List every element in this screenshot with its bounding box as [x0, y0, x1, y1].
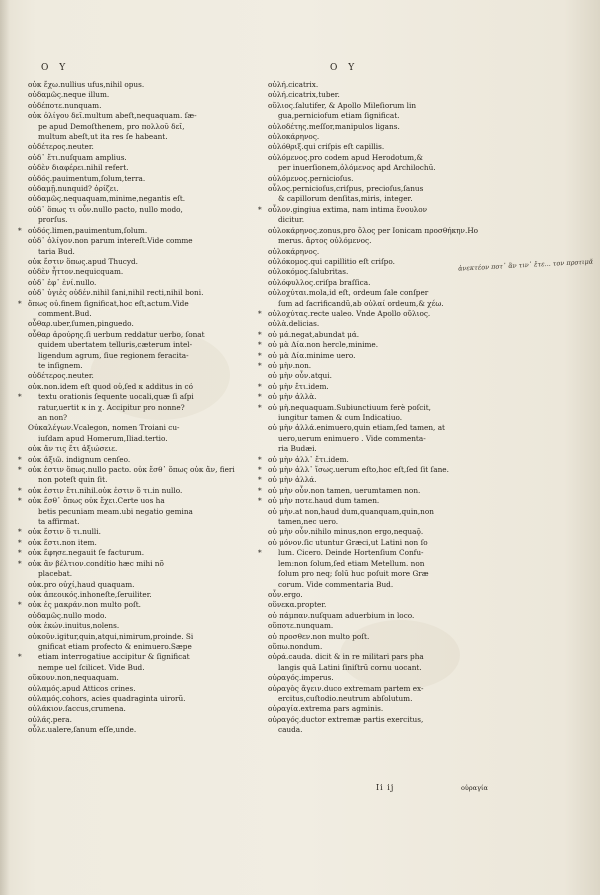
dictionary-entry-line	[268, 715, 480, 725]
asterisk-marker-icon: *	[18, 652, 22, 662]
dictionary-entry-line	[18, 600, 260, 610]
dictionary-entry-line	[268, 590, 480, 600]
entry-text: οὐδ᾽ ἔτι.nuſquam amplius.	[28, 152, 127, 162]
dictionary-entry-line	[28, 142, 260, 152]
dictionary-entry-line	[268, 184, 480, 194]
entry-text: οὕνεκα.propter.	[268, 600, 327, 610]
dictionary-entry-line	[268, 371, 480, 381]
dictionary-entry-line	[268, 507, 480, 517]
entry-text: οὐλόκομος.qui capillitio eſt criſpo.	[268, 256, 395, 266]
asterisk-marker-icon: *	[258, 548, 262, 558]
dictionary-entry-line	[28, 684, 260, 694]
entry-text: οὐδός.pauimentum,ſolum,terra.	[28, 173, 146, 183]
entry-continuation-line	[18, 392, 260, 402]
entry-text: οὐκ ἔχω.nullius ufus,nihil opus.	[28, 80, 145, 89]
entry-text: οὐδ᾽ ὑγιὲς οὐδέν.nihil ſani,nihil recti,nihil boni.	[28, 288, 204, 298]
entry-text: comment.Bud.	[38, 308, 92, 318]
entry-text: οὐ προσθεν.non multo poſt.	[268, 631, 370, 641]
entry-text: οὐ μὴν ἀλλά.	[268, 475, 317, 485]
dictionary-entry-line	[18, 558, 260, 569]
asterisk-marker-icon: *	[18, 558, 22, 568]
entry-continuation-line	[28, 309, 260, 319]
asterisk-marker-icon: *	[258, 392, 262, 402]
entry-text: οὐλοδέτης.meſſor,manipulos ligans.	[268, 121, 400, 131]
asterisk-marker-icon: *	[258, 360, 262, 370]
dictionary-entry-line	[268, 278, 480, 288]
entry-continuation-line	[268, 559, 480, 569]
entry-text: οὐλόφυλλος.criſpa braſſica.	[268, 277, 371, 287]
entry-continuation-line	[268, 163, 480, 173]
dictionary-entry-line	[28, 257, 260, 267]
entry-continuation-line	[268, 236, 480, 246]
dictionary-entry-line	[28, 725, 260, 735]
dictionary-entry-line	[258, 381, 480, 392]
entry-text: οὐκ ἄν τις ἔτι ἀξιώσειε.	[28, 444, 118, 454]
entry-text: οὐ μὰ Δία.minime uero.	[268, 350, 356, 360]
dictionary-entry-line	[28, 590, 260, 600]
gutter-shadow	[0, 0, 10, 895]
entry-text: tamen,nec uero.	[278, 517, 339, 527]
entry-text: οὐδέποτε.nunquam.	[28, 100, 102, 110]
entry-continuation-line	[28, 413, 260, 423]
entry-text: οὐ μὴν ἀλλ᾽ ἴσως.uerum eſto,hoc eſt,ſed ſit ſane.	[268, 465, 449, 475]
asterisk-marker-icon: *	[18, 537, 22, 547]
entry-text: an non?	[38, 413, 68, 422]
entry-text: οὐλαμός.apud Atticos crines.	[28, 683, 136, 693]
entry-text: οὐδέτερος.neuter.	[28, 371, 94, 381]
dictionary-entry-line	[18, 298, 260, 309]
dictionary-entry-line	[28, 621, 260, 631]
dictionary-entry-line	[258, 485, 480, 496]
entry-text: οὖθαρ ἀρούρης.ſi uerbum reddatur uerbo, ſonat	[28, 329, 205, 339]
entry-continuation-line	[268, 517, 480, 527]
entry-text: οὐκ ἔστιν ὅ τι.nulli.	[28, 527, 101, 537]
entry-text: quidem ubertatem telluris,cæterum intel-	[38, 340, 193, 350]
dictionary-entry-line	[18, 527, 260, 537]
entry-continuation-line	[258, 548, 480, 558]
entry-text: οὐκ ἂν βέλτιον.condítio hæc mihi nõ	[28, 558, 164, 568]
dictionary-entry-line	[258, 402, 480, 413]
entry-text: οὐλή.cicatrix.	[268, 80, 319, 89]
dictionary-entry-line	[28, 90, 260, 100]
entry-text: οὐκ ἐς μακράν.non multo poſt.	[28, 600, 141, 610]
dictionary-entry-line	[268, 122, 480, 132]
entry-text: οὐραγός.imperus.	[268, 673, 334, 683]
entry-text: placebat.	[38, 569, 73, 579]
dictionary-entry-line	[28, 278, 260, 288]
dictionary-entry-line	[28, 184, 260, 194]
dictionary-entry-line	[28, 319, 260, 329]
entry-text: ta affirmat.	[38, 517, 80, 527]
left-column	[18, 80, 260, 736]
entry-text: taria Bud.	[38, 246, 75, 256]
dictionary-entry-line	[28, 330, 260, 340]
asterisk-marker-icon: *	[258, 496, 262, 506]
entry-text: οὐκ.pro οὐχί,haud quaquam.	[28, 579, 135, 589]
entry-text: οὐ μὴ.nequaquam.Subiunctiuum ferè poſcit,	[268, 402, 431, 412]
dictionary-entry-line	[268, 673, 480, 683]
entry-text: οὐδαμῶς.nullo modo.	[28, 610, 107, 620]
entry-text: οὐ μὰ Δία.non hercle,minime.	[268, 340, 379, 350]
dictionary-entry-line	[258, 308, 480, 319]
entry-text: οὔλιος.ſalutifer, & Apollo Mileſiorum lin	[268, 100, 417, 110]
entry-text: οὐ μὴν.at non,haud dum,quanquam,quin,non	[268, 506, 434, 516]
entry-text: οὐ μὴν ἀλλά.enimuero,quin etiam,ſed tamen, at	[268, 423, 445, 433]
dictionary-entry-line	[28, 153, 260, 163]
dictionary-entry-line	[28, 205, 260, 215]
entry-text: οὐκ ἀξιῶ. indignum cenſeo.	[28, 454, 131, 464]
entry-continuation-line	[28, 247, 260, 257]
dictionary-entry-line	[268, 319, 480, 329]
dictionary-entry-line	[28, 704, 260, 714]
right-header-letters: O Y	[330, 63, 359, 73]
entry-text: οὐλόμενος.pro codem apud Herodotum,&	[268, 152, 423, 162]
entry-text: οὐ μὴν οὖν.nihilo minus,non ergo,nequaǭ.	[268, 527, 424, 537]
dictionary-entry-line	[268, 538, 480, 548]
dictionary-entry-line	[268, 642, 480, 652]
entry-continuation-line	[28, 340, 260, 350]
dictionary-entry-line	[268, 704, 480, 714]
entry-continuation-line	[268, 663, 480, 673]
entry-text: οὐδὲν ἧττον.nequicquam.	[28, 267, 124, 277]
dictionary-entry-line	[268, 101, 480, 111]
asterisk-marker-icon: *	[18, 392, 22, 402]
entry-text: οὐ μὴν οὖν.non tamen, uerumtamen non.	[268, 485, 421, 495]
asterisk-marker-icon: *	[18, 496, 22, 506]
dictionary-entry-line	[258, 350, 480, 361]
dictionary-entry-line	[28, 673, 260, 683]
entry-text: οὐδός.limen,pauimentum,ſolum.	[28, 225, 148, 235]
entry-text: ercitus,cuſtodio.neutrum abſolutum.	[278, 693, 413, 703]
asterisk-marker-icon: *	[258, 454, 262, 464]
entry-text: Οὐκαλέγων.Vcalegon, nomen Troiani cu-	[28, 423, 180, 433]
entry-text: iuſdam apud Homerum,Iliad.tertio.	[38, 433, 168, 443]
entry-text: iungitur tamen & cum Indicatiuo.	[278, 413, 403, 422]
entry-continuation-line	[28, 215, 260, 225]
dictionary-entry-line	[28, 715, 260, 725]
dictionary-entry-line	[18, 465, 260, 475]
entry-text: οὐκ ἔστι.non item.	[28, 537, 97, 547]
dictionary-entry-line	[18, 225, 260, 236]
entry-text: lum. Cicero. Deinde Hortenſium Confu-	[278, 548, 424, 558]
entry-continuation-line	[268, 413, 480, 423]
entry-text: οὔκουν.non,nequaquam.	[28, 673, 119, 683]
entry-text: ὅπως οὐ.finem ſignificat,hoc eſt,actum.Vide	[28, 298, 189, 308]
dictionary-entry-line	[268, 267, 480, 277]
entry-text: lem:non ſolum,ſed etiam Metellum. non	[278, 558, 425, 568]
dictionary-entry-line	[18, 496, 260, 506]
entry-text: οὐλή.cicatrix,tuber.	[268, 90, 340, 100]
entry-text: οὐκ ἔσθ᾽ ὅπως οὐκ ἔχει.Certe uos ha	[28, 496, 165, 506]
entry-continuation-line	[28, 434, 260, 444]
asterisk-marker-icon: *	[18, 600, 22, 610]
left-header-letters: O Y	[41, 63, 70, 73]
dictionary-entry-line	[268, 226, 480, 236]
entry-continuation-line	[28, 475, 260, 485]
entry-continuation-line	[28, 132, 260, 142]
entry-text: οὔποτε.nunquam.	[268, 621, 334, 631]
dictionary-entry-line	[258, 329, 480, 340]
entry-text: οὐλοκάρηνος.	[268, 132, 320, 142]
asterisk-marker-icon: *	[258, 329, 262, 339]
dictionary-entry-line	[28, 236, 260, 246]
entry-continuation-line	[28, 569, 260, 579]
entry-text: οὐλόθριξ.qui criſpis eſt capillis.	[268, 142, 385, 152]
entry-text: οὐ μὴν ἀλλὰ.	[268, 392, 317, 402]
entry-text: οὐλαμός.cohors, acies quadraginta uirorũ.	[28, 693, 186, 703]
handwritten-margin-note: ἀνεκτέον ποτ᾽ ἂν τιν᾽ ἔτε... τον προτιμᾶ	[457, 257, 594, 273]
entry-text: οὐ μὴν ποτε.haud dum tamen.	[268, 496, 380, 506]
entry-text: οὐραγός.ductor extremæ partis exercitus,	[268, 714, 424, 724]
entry-text: οὐραγὸς ἄγειν.duco extremam partem ex-	[268, 683, 424, 693]
dictionary-entry-line	[28, 694, 260, 704]
entry-text: οὐλοχύται.mola,id eſt, ordeum ſale conſper	[268, 288, 429, 298]
entry-text: pe apud Demoſthenem, pro πολλοῦ δεῖ,	[38, 121, 185, 131]
entry-text: οὐ μὴν.non.	[268, 360, 312, 370]
entry-continuation-line	[28, 507, 260, 517]
entry-text: per inuerſionem,ὀλόμενος apd Archilochū.	[278, 163, 436, 173]
dictionary-entry-line	[258, 204, 480, 215]
dictionary-entry-line	[268, 132, 480, 142]
catchword: οὐραγία	[461, 784, 488, 792]
dictionary-entry-line	[28, 371, 260, 381]
entry-text: ſum ad ſacrificandũ,ab οὐλαί ordeum,& χέω.	[278, 298, 444, 308]
entry-text: langis quā Latini ſiniſtrū cornu uocant.	[278, 662, 422, 672]
entry-text: οὐδ᾽ ἐφ᾽ ἑνί.nullo.	[28, 277, 97, 287]
entry-text: οὐλάς.pera.	[28, 714, 72, 724]
entry-continuation-line	[18, 652, 260, 662]
asterisk-marker-icon: *	[18, 548, 22, 558]
entry-text: gnificat etiam profecto & enimuero.Sæpe	[38, 641, 192, 651]
entry-text: οὐραγία.extrema pars agminis.	[268, 704, 384, 714]
entry-text: betis pecuniam meam.ubi negatio gemina	[38, 506, 193, 516]
dictionary-entry-line	[28, 580, 260, 590]
asterisk-marker-icon: *	[258, 308, 262, 318]
dictionary-entry-line	[28, 80, 260, 90]
entry-continuation-line	[268, 299, 480, 309]
dictionary-entry-line	[268, 257, 480, 267]
dictionary-entry-line	[258, 392, 480, 402]
dictionary-entry-line	[268, 652, 480, 662]
dictionary-entry-line	[28, 444, 260, 454]
dictionary-entry-line	[268, 684, 480, 694]
dictionary-entry-line	[18, 485, 260, 496]
dictionary-entry-line	[28, 111, 260, 121]
entry-continuation-line	[268, 194, 480, 204]
entry-continuation-line	[268, 725, 480, 735]
dictionary-entry-line	[268, 153, 480, 163]
entry-text: multum abeſt,ut ita res ſe habeant.	[38, 132, 168, 142]
asterisk-marker-icon: *	[258, 350, 262, 360]
dictionary-entry-line	[18, 537, 260, 548]
entry-text: οὐλοκάρηνος.	[268, 246, 320, 256]
entry-text: οὐκοῦν.igitur,quin,atqui,nimirum,proinde. Si	[28, 631, 194, 641]
entry-continuation-line	[28, 351, 260, 361]
entry-continuation-line	[268, 569, 480, 579]
entry-text: οὐκ.non.idem eſt quod οὐ,ſed κ additus in có	[28, 381, 193, 391]
entry-text: οὐκ ἔστιν ὅπως.apud Thucyd.	[28, 256, 138, 266]
entry-text: οὐκ ἑκών.inuitus,nolens.	[28, 621, 120, 631]
entry-text: οὐκ ὀλίγου δεῖ.multum abeſt,nequaquam. ſæ-	[28, 111, 197, 121]
entry-text: οὖν.ergo.	[268, 589, 303, 599]
dictionary-entry-line	[268, 632, 480, 642]
entry-continuation-line	[28, 122, 260, 132]
dictionary-entry-line	[18, 548, 260, 558]
entry-continuation-line	[268, 111, 480, 121]
dictionary-entry-line	[268, 527, 480, 537]
entry-text: etiam interrogatiue accipitur & ſignificat	[38, 652, 190, 662]
entry-text: οὐδαμῇ.nunquid? ὁρίζει.	[28, 184, 119, 194]
entry-continuation-line	[268, 694, 480, 704]
entry-text: οὐ μὴν ἔτι.idem.	[268, 381, 329, 391]
entry-text: textu orationis ſequente uocali,quæ ſi aſpi	[38, 392, 194, 402]
dictionary-entry-line	[28, 611, 260, 621]
asterisk-marker-icon: *	[18, 485, 22, 495]
dictionary-entry-line	[28, 174, 260, 184]
asterisk-marker-icon: *	[258, 340, 262, 350]
entry-text: dicitur.	[278, 215, 305, 225]
entry-text: οὐκ ἔφησε.negauit ſe facturum.	[28, 548, 145, 558]
entry-text: οὐδέτερος.neuter.	[28, 142, 94, 152]
entry-text: οὐ μά.negat,abundat μά.	[268, 329, 360, 339]
entry-text: οὖλε.ualere,ſanum eſſe,unde.	[28, 725, 137, 735]
entry-continuation-line	[28, 517, 260, 527]
entry-text: οὐδαμῶς.neque illum.	[28, 90, 110, 100]
dictionary-entry-line	[28, 382, 260, 392]
entry-continuation-line	[268, 434, 480, 444]
entry-text: οὐλοκόμος.ſalubritas.	[268, 267, 349, 277]
entry-text: οὐρά.cauda. dicit & in re militari pars pha	[268, 652, 424, 662]
dictionary-entry-line	[258, 340, 480, 350]
entry-text: uero,uerum enimuero . Vide commenta-	[278, 433, 426, 443]
dictionary-entry-line	[268, 423, 480, 433]
asterisk-marker-icon: *	[18, 225, 22, 235]
entry-text: οὐκ ἐστιν ὅπως.nullo pacto. οὐκ ἔσθ᾽ ὅπως οὐκ ἄν, fieri	[28, 465, 235, 475]
entry-continuation-line	[28, 361, 260, 371]
dictionary-entry-line	[28, 267, 260, 277]
entry-continuation-line	[268, 444, 480, 454]
dictionary-entry-line	[268, 90, 480, 100]
entry-continuation-line	[268, 580, 480, 590]
entry-continuation-line	[268, 215, 480, 225]
entry-text: οὐδαμῶς.nequaquam,minime,negantis eſt.	[28, 194, 186, 204]
entry-text: οὐλόμενος.pernicioſus.	[268, 173, 354, 183]
dictionary-entry-line	[28, 632, 260, 642]
dictionary-entry-line	[268, 611, 480, 621]
entry-text: cauda.	[278, 725, 303, 735]
asterisk-marker-icon: *	[18, 454, 22, 464]
signature-mark: Ii ij	[376, 783, 395, 792]
entry-text: ria Budæi.	[278, 444, 317, 454]
asterisk-marker-icon: *	[258, 381, 262, 391]
entry-text: οὖθαρ.uber,ſumen,pinguedo.	[28, 319, 134, 329]
dictionary-entry-line	[268, 142, 480, 152]
dictionary-entry-line	[258, 475, 480, 485]
entry-text: te inſignem.	[38, 360, 83, 370]
dictionary-entry-line	[268, 247, 480, 257]
asterisk-marker-icon: *	[258, 485, 262, 495]
entry-continuation-line	[28, 663, 260, 673]
dictionary-entry-line	[28, 163, 260, 173]
asterisk-marker-icon: *	[258, 465, 262, 475]
right-column	[258, 80, 480, 736]
entry-text: οὐδὲν διαφέρει.nihil refert.	[28, 163, 129, 173]
entry-text: ratur,uertit κ in χ. Accipitur pro nonne?	[38, 402, 185, 412]
entry-text: corum. Vide commentaria Bud.	[278, 579, 394, 589]
dictionary-entry-line	[258, 465, 480, 475]
entry-text: οὖλον.gingiua extima, nam intima ἔνουλον	[268, 204, 428, 214]
asterisk-marker-icon: *	[18, 527, 22, 537]
entry-text: merus. ἄρτος οὐλόμενος.	[278, 236, 372, 246]
entry-text: οὐλὰ.delicias.	[268, 319, 320, 329]
entry-text: οὐδ᾽ ὀλίγον.non parum intereſt.Vide comme	[28, 236, 193, 246]
entry-text: οὐ μὴν οὖν.atqui.	[268, 371, 332, 381]
entry-text: οὖλος.pernicioſus,criſpus, precioſus,ſanus	[268, 184, 424, 194]
asterisk-marker-icon: *	[18, 465, 22, 475]
dictionary-entry-line	[258, 360, 480, 371]
dictionary-entry-line	[268, 621, 480, 631]
entry-text: prorſus.	[38, 215, 68, 225]
entry-text: οὔπω.nondum.	[268, 641, 323, 651]
asterisk-marker-icon: *	[258, 204, 262, 214]
entry-text: ligendum agrum, ſiue regionem feracita-	[38, 350, 189, 360]
dictionary-entry-line	[268, 174, 480, 184]
entry-text: οὐκ ἀπεοικός.inhoneſte,ſeruiliter.	[28, 589, 152, 599]
entry-text: οὐλάκιον.ſaccus,crumena.	[28, 704, 126, 714]
dictionary-entry-line	[28, 288, 260, 298]
asterisk-marker-icon: *	[18, 298, 22, 308]
entry-continuation-line	[28, 642, 260, 652]
dictionary-entry-line	[258, 496, 480, 506]
dictionary-entry-line	[268, 288, 480, 298]
dictionary-entry-line	[28, 194, 260, 204]
entry-text: & capillorum denſitas,miris, integer.	[278, 194, 413, 204]
entry-text: οὐλοκάρηνος.zonus,pro ὅλος per Ionicam προσθήκην.Ho	[268, 225, 479, 235]
entry-text: οὐ πάμπαν.nuſquam aduerbium in loco.	[268, 610, 415, 620]
entry-text: gua,perniciofum etiam ſignificat.	[278, 111, 400, 121]
dictionary-entry-line	[268, 80, 480, 90]
asterisk-marker-icon: *	[258, 402, 262, 412]
dictionary-entry-line	[28, 423, 260, 433]
dictionary-entry-line	[268, 600, 480, 610]
entry-text: οὐδ᾽ ὅπως τι οὖν.nullo pacto, nullo modo,	[28, 204, 183, 214]
entry-text: οὐλοχύτας.recte ualeo. Vnde Apollo οὔλιος.	[268, 308, 431, 318]
entry-continuation-line	[28, 403, 260, 413]
entry-text: non poteſt quin ſit.	[38, 475, 108, 485]
entry-text: οὐ μὴν ἀλλ᾽ ἔτι.idem.	[268, 454, 349, 464]
asterisk-marker-icon: *	[258, 475, 262, 485]
dictionary-entry-line	[18, 454, 260, 465]
dictionary-entry-line	[28, 101, 260, 111]
entry-text: nempe uel ſcilicet. Vide Bud.	[38, 662, 145, 672]
dictionary-entry-line	[258, 454, 480, 465]
entry-text: οὐ μόνον.ſic utuntur Græci,ut Latini non ſo	[268, 537, 428, 547]
entry-text: οὐκ ἐστιν ἔτι.nihil.οὐκ ἐστιν ὅ τι.in nullo.	[28, 485, 183, 495]
entry-text: ſolum pro neq; ſolū huc poſuit more Græ	[278, 569, 429, 579]
